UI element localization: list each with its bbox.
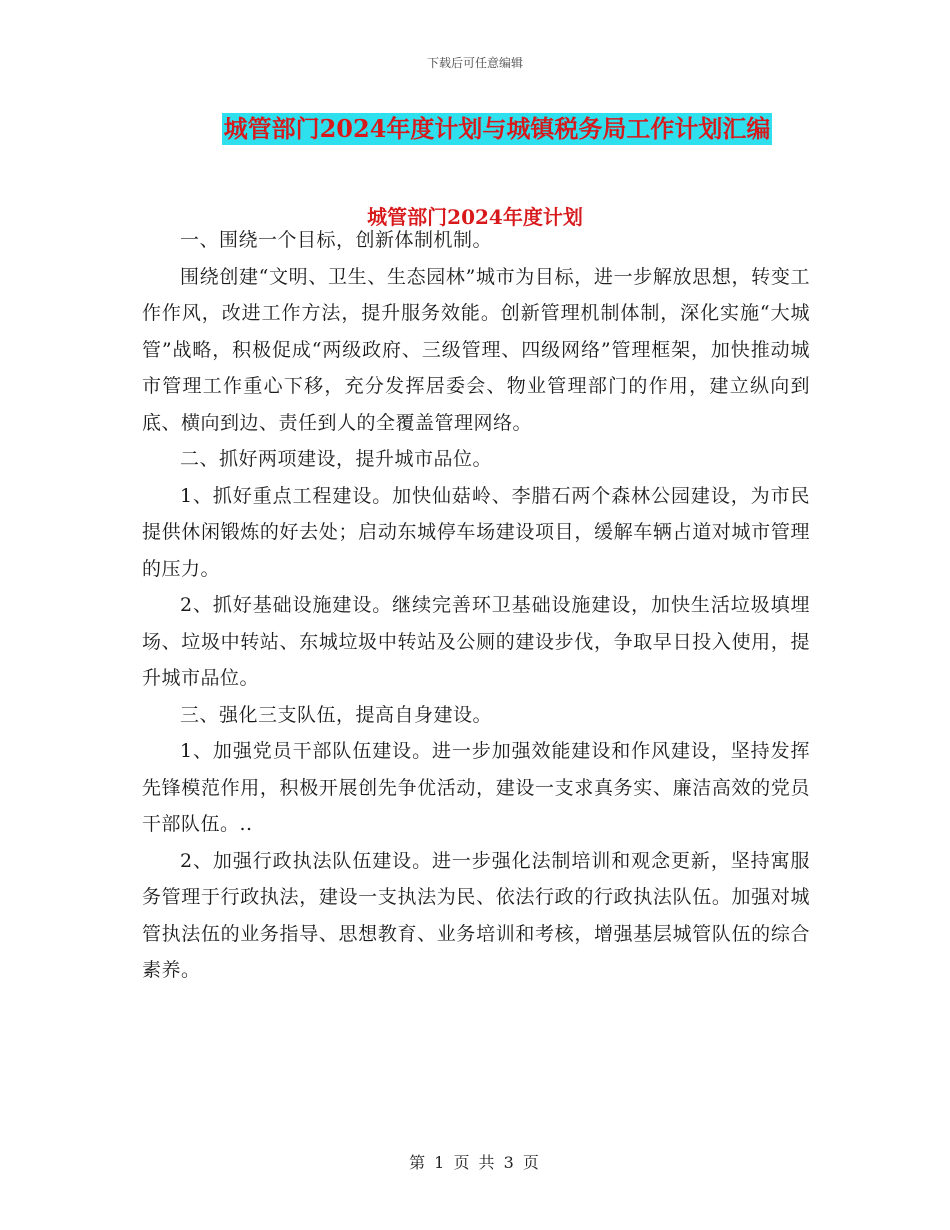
document-body bbox=[142, 222, 810, 989]
document-title-text: 城管部门2024年度计划与城镇税务局工作计划汇编 bbox=[223, 114, 771, 143]
paragraph: 1、加强党员干部队伍建设。进一步加强效能建设和作风建设，坚持发挥先锋模范作用，积极开展创先争优活动，建设一支求真务实、廉洁高效的党员干部队伍。.. bbox=[142, 740, 810, 835]
page-number: 第 1 页 共 3 页 bbox=[409, 1153, 541, 1172]
page-header-note: 下载后可任意编辑 bbox=[426, 56, 523, 70]
paragraph: 2、抓好基础设施建设。继续完善环卫基础设施建设，加快生活垃圾填埋场、垃圾中转站、东城垃圾中转站及公厕的建设步伐，争取早日投入使用，提升城市品位。 bbox=[142, 594, 810, 689]
document-title bbox=[0, 113, 950, 145]
section-title: 城管部门2024年度计划 bbox=[367, 205, 583, 229]
paragraph: 二、抓好两项建设，提升城市品位。 bbox=[180, 448, 493, 470]
paragraph: 1、抓好重点工程建设。加快仙菇岭、李腊石两个森林公园建设，为市民提供休闲锻炼的好去处；启动东城停车场建设项目，缓解车辆占道对城市管理的压力。 bbox=[142, 484, 810, 580]
paragraph: 一、围绕一个目标，创新体制机制。 bbox=[180, 229, 493, 251]
paragraph: 围绕创建“文明、卫生、生态园林”城市为目标，进一步解放思想，转变工作作风，改进工作方法，提升服务效能。创新管理机制体制，深化实施“大城管”战略，积极促成“两级政府、三级管理、四级网络”管理框架，加快推动城市管理工作重心下移，充分发挥居委会、物业管理部门的作用，建立纵向到底、横向到边、责任到人的全覆盖管理网络。 bbox=[142, 265, 810, 434]
paragraph: 三、强化三支队伍，提高自身建设。 bbox=[180, 703, 493, 726]
paragraph: 2、加强行政执法队伍建设。进一步强化法制培训和观念更新，坚持寓服务管理于行政执法，建设一支执法为民、依法行政的行政执法队伍。加强对城管执法伍的业务指导、思想教育、业务培训和考核，增强基层城管队伍的综合素养。 bbox=[142, 849, 810, 981]
